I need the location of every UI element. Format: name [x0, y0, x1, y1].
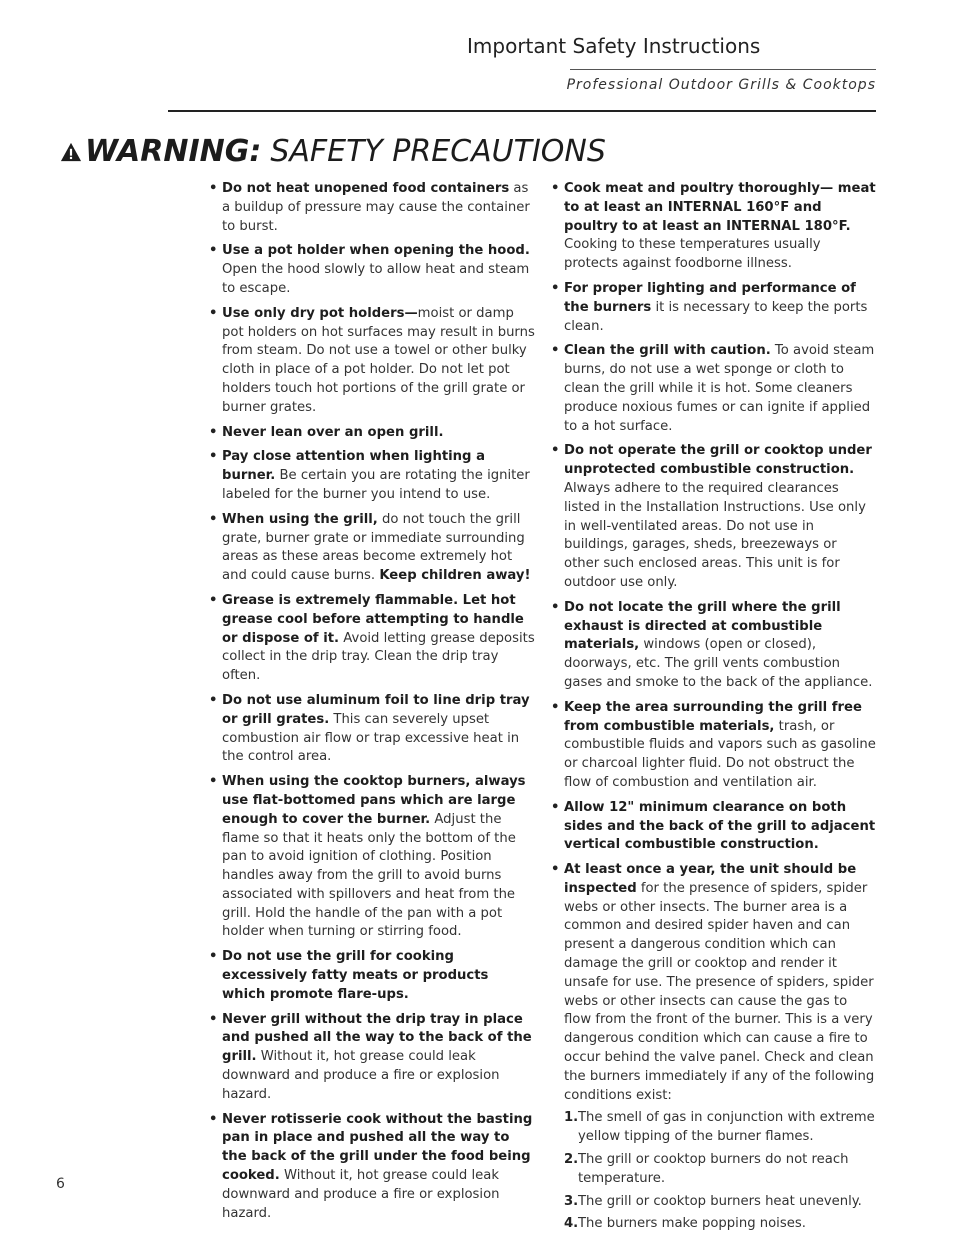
safety-item: • Pay close attention when lighting a burner. Be certain you are rotating the igniter labeled for the burner you intend to use.	[209, 448, 535, 504]
page-number: 6	[56, 1176, 65, 1192]
safety-item: • Do not locate the grill where the grill exhaust is directed at combustible materials, windows (open or closed), doorways, etc. The grill vents combustion gases and smoke to the back of the appliance.	[551, 599, 876, 693]
condition-item: 2. The grill or cooktop burners do not reach temperature.	[564, 1152, 849, 1186]
safety-item: • Cook meat and poultry thoroughly— meat to at least an INTERNAL 160°F and poultry to at least an INTERNAL 180°F. Cooking to these temperatures usually protects against foodborne illness.	[551, 180, 876, 274]
condition-item: 1. The smell of gas in conjunction with extreme yellow tipping of the burner flames.	[564, 1110, 875, 1145]
warning-label: WARNING:	[85, 134, 262, 169]
safety-item: • Use only dry pot holders—moist or damp pot holders on hot surfaces may result in burns from steam. Do not use a towel or other bulky cloth in place of a pot holder. Do not let pot holders touch hot portions of the grill grate or burner grates.	[209, 305, 535, 418]
safety-item: • Clean the grill with caution. To avoid steam burns, do not use a wet sponge or cloth to clean the grill while it is hot. Some cleaners produce noxious fumes or can ignite if applied to a hot surface.	[551, 342, 876, 436]
section-title: Important Safety Instructions	[467, 34, 761, 58]
warning-title: SAFETY PRECAUTIONS	[270, 134, 606, 169]
product-subtitle: Professional Outdoor Grills & Cooktops	[566, 77, 876, 93]
safety-item: • For proper lighting and performance of the burners it is necessary to keep the ports clean.	[551, 280, 876, 336]
safety-item: • Keep the area surrounding the grill free from combustible materials, trash, or combustible fluids and vapors such as gasoline or charcoal lighter fluid. Do not obstruct the flow of combustion and ventilation air.	[551, 699, 876, 793]
safety-item: • Use a pot holder when opening the hood. Open the hood slowly to allow heat and steam to escape.	[209, 242, 535, 298]
condition-item: 3. The grill or cooktop burners heat unevenly.	[564, 1193, 862, 1209]
safety-item: • When using the grill, do not touch the grill grate, burner grate or immediate surrounding areas as these areas become extremely hot and could cause burns. Keep children away!	[209, 511, 535, 586]
conditions-list	[564, 1109, 876, 1234]
safety-item: • Never lean over an open grill.	[209, 424, 535, 443]
safety-item: • When using the cooktop burners, always use flat-bottomed pans which are large enough to cover the burner. Adjust the flame so that it heats only the bottom of the pan to avoid ignition of clothing. Position handles away from the grill to avoid burns associated with spillovers and heat from the grill. Hold the handle of the pan with a pot holder when turning or stirring food.	[209, 773, 535, 942]
safety-item: • Allow 12" minimum clearance on both sides and the back of the grill to adjacent vertical combustible construction.	[551, 799, 876, 855]
safety-item: • Do not use the grill for cooking excessively fatty meats or products which promote flare-ups.	[209, 948, 535, 1004]
safety-item: • At least once a year, the unit should be inspected for the presence of spiders, spider webs or other insects. The burner area is a common and desired spider haven and can present a dangerous condition which can damage the grill or cooktop and render it unsafe for use. The presence of spiders, spider webs or other insects can cause the gas to flow from the front of the burner. This is a very dangerous condition which can cause a fire to occur behind the valve panel. Check and clean the burners immediately if any of the following conditions exist: 1. The smell of gas in conjunction with extreme yellow tipping of the burner flames. 2. The grill or cooktop burners do not reach temperature. 3. The grill or cooktop burners heat unevenly. 4. The burners make popping noises.	[551, 861, 876, 1234]
right-column	[551, 180, 876, 1240]
header-divider-short	[570, 69, 876, 70]
header-divider	[168, 110, 876, 112]
left-column	[209, 180, 535, 1229]
safety-item: • Grease is extremely flammable. Let hot grease cool before attempting to handle or dispose of it. Avoid letting grease deposits collect in the drip tray. Clean the drip tray often.	[209, 592, 535, 686]
warning-triangle-icon	[60, 141, 82, 163]
warning-heading	[60, 134, 606, 169]
safety-item: • Never rotisserie cook without the basting pan in place and pushed all the way to the back of the grill under the food being cooked. Without it, hot grease could leak downward and produce a fire or explosion hazard.	[209, 1111, 535, 1224]
safety-item: • Do not operate the grill or cooktop under unprotected combustible construction. Always adhere to the required clearances listed in the Installation Instructions. Use only in well-ventilated areas. Do not use in buildings, garages, sheds, breezeways or other such enclosed areas. This unit is for outdoor use only.	[551, 442, 876, 592]
condition-item: 4. The burners make popping noises.	[564, 1216, 806, 1232]
safety-item: • Never grill without the drip tray in place and pushed all the way to the back of the grill. Without it, hot grease could leak downward and produce a fire or explosion hazard.	[209, 1011, 535, 1105]
safety-item: • Do not use aluminum foil to line drip tray or grill grates. This can severely upset combustion air flow or trap excessive heat in the control area.	[209, 692, 535, 767]
safety-item: • Do not heat unopened food containers as a buildup of pressure may cause the container to burst.	[209, 180, 535, 236]
